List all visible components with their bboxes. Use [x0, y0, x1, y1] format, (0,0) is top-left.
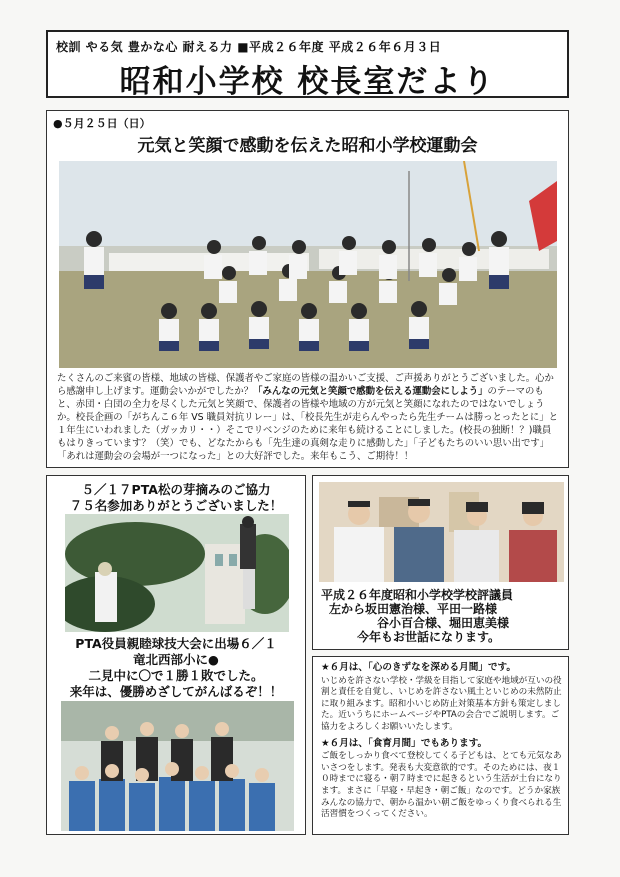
article-body: [57, 372, 558, 463]
pta-article: [46, 475, 306, 835]
article-date: ●５月２５日（日）: [53, 117, 151, 130]
pta-text-line2: 竜北西部小に●: [133, 652, 219, 667]
pta-text-line4: 来年は、優勝めざしてがんばるぞ！！: [69, 684, 283, 699]
pta-text-line1: PTA役員親睦球技大会に出場６／１: [75, 636, 277, 651]
article-body-part1: たくさんのご来賓の皆様、地域の皆様、保護者やご家庭の皆様の温かいご支援、ご声援ありがとうございました。心から感謝申し上げます。運動会いかがでしたか？: [57, 373, 554, 397]
header-motto-date: 校訓 やる気 豊かな心 耐える力 ■平成２６年度 平成２６年６月３日: [56, 40, 442, 54]
notice-body-bonds: いじめを許さない学校・学級を目指して家庭や地域が互いの役割と責任を自覚し、いじめを許さない風土といじめの未然防止に取り組みます。昭和小いじめ防止対策基本方針も策定しました。近いうちにホームページやPTAの会合でご説明します。ご協力をよろしくお願いいたします。: [321, 675, 562, 732]
june-notices: [312, 656, 569, 835]
councillors-caption: [321, 588, 564, 644]
notice-heading-bonds: ★６月は、「心のきずなを深める月間」です。: [321, 662, 516, 673]
councillors-line1: 平成２６年度昭和小学校学校評議員: [321, 588, 514, 602]
sports-day-group-photo: [59, 161, 557, 368]
sports-day-article: [46, 110, 569, 468]
pta-title-line2: ７５名参加ありがとうございました！: [69, 498, 283, 513]
article-theme: 「みんなの元気と笑顔で感動を伝える運動会にしよう」: [253, 386, 488, 397]
pta-ballgame-text: [47, 636, 305, 700]
notice-heading-food: ★６月は、「食育月間」でもあります。: [321, 737, 488, 749]
notice-body-food: ご飯をしっかり食べて登校してくる子どもは、とても元気なあいさつをします。発表も大変意欲的です。そのためには、夜１０時までに寝る・朝７時までに起きるという生活が土台になります。まさに「早寝・早起き・朝ご飯」なのです。どうか家族みんなの協力で、朝から温かい朝ご飯をゆっくり食べられる生活習慣をつくってください。: [321, 751, 562, 820]
councillors-line4: 今年もお世話になります。: [357, 630, 501, 644]
councillors-line2: 左から坂田憲治様、平田一路様: [329, 602, 498, 616]
pta-title-line1: ５／１７PTA松の芽摘みのご協力: [81, 482, 271, 497]
pta-text-line3: 二見中に〇で１勝１敗でした。: [88, 668, 264, 683]
article-body-part2: のテーマのもと、赤団・白団の全力を尽くした元気と笑顔で、保護者の皆様や地域の方が元気と笑顔になれたのではないでしょうか。校長企画の「がちんこ６年 VS 職員対抗リレー」は、「校長先生が走らんやったら先生チームは勝っとったとに」と１年生にいわれました（ガッカリ・・）そこでリベンジのために来年も続けることにしました。(校長の独断！？)職員もはりきっています？（笑）でも、どなたからも「先生達の真剣な走りに感動した」「子どもたちのいい思い出です」「あれは運動会の会場が一つになった」との大好評でした。来年もこう、ご期待！！: [57, 386, 558, 462]
councillors-article: [312, 475, 569, 650]
newsletter-header: [46, 30, 569, 98]
newsletter-title: 昭和小学校 校長室だより: [119, 64, 496, 100]
councillors-line3: 谷小百合様、堀田恵美様: [377, 616, 510, 630]
article-headline: 元気と笑顔で感動を伝えた昭和小学校運動会: [137, 136, 478, 156]
councillors-photo: [319, 482, 564, 582]
pta-team-photo: [61, 701, 294, 831]
pine-pruning-photo: [65, 514, 289, 632]
